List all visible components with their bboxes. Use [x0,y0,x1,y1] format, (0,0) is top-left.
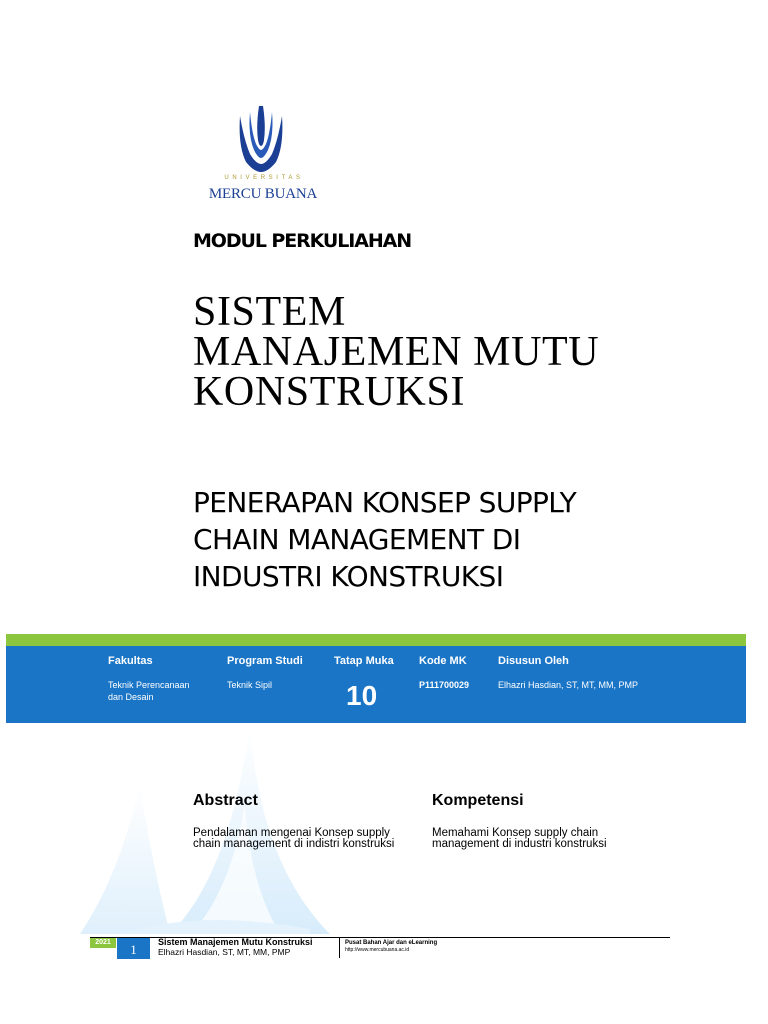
title-line: MANAJEMEN MUTU [193,329,600,375]
footer-separator [339,938,340,958]
kode-mk-label: Kode MK [419,655,467,667]
kode-mk-value: P111700029 [419,680,470,690]
title-line: SISTEM [193,289,346,335]
fakultas-label: Fakultas [108,655,153,667]
subtitle-line: PENERAPAN KONSEP SUPPLY [193,486,577,519]
disusun-value: Elhazri Hasdian, ST, MT, MM, PMP [498,680,639,690]
disusun-label: Disusun Oleh [498,655,569,667]
mercu-buana-emblem-icon [238,106,284,172]
footer-author: Elhazri Hasdian, ST, MT, MM, PMP [158,947,291,957]
logo-university-name: MERCU BUANA [208,186,318,202]
footer-course-title: Sistem Manajemen Mutu Konstruksi [158,937,313,947]
university-logo [192,92,328,204]
tatap-muka-value: 10 [346,680,378,711]
course-info-band [6,646,746,723]
footer-page-number: 1 [117,938,150,959]
kompetensi-heading: Kompetensi [432,792,524,809]
module-label: MODUL PERKULIAHAN [193,230,412,252]
abstract-text: Pendalaman mengenai Konsep supply chain management di indistri konstruksi [193,827,395,850]
fakultas-value-line: Teknik Perencanaan [108,680,190,690]
footer-pusat-bahan-ajar: Pusat Bahan Ajar dan eLearning [345,940,438,946]
abstract-heading: Abstract [193,792,258,809]
prodi-label: Program Studi [227,655,303,667]
fakultas-value-line: dan Desain [108,692,154,702]
title-line: KONSTRUKSI [193,369,466,415]
document-title [193,289,713,415]
document-subtitle [193,484,713,595]
green-accent-band [6,634,746,646]
subtitle-line: INDUSTRI KONSTRUKSI [193,560,504,593]
logo-universitas-text: UNIVERSITAS [224,175,304,181]
footer-url: http://www.mercubuana.ac.id [345,947,410,953]
prodi-value: Teknik Sipil [227,680,273,690]
subtitle-line: CHAIN MANAGEMENT DI [193,523,521,556]
fakultas-value [108,679,190,703]
tatap-muka-label: Tatap Muka [334,655,394,667]
kompetensi-text: Memahami Konsep supply chain management di industri konstruksi [432,827,607,850]
footer-year: 2021 [90,938,116,948]
